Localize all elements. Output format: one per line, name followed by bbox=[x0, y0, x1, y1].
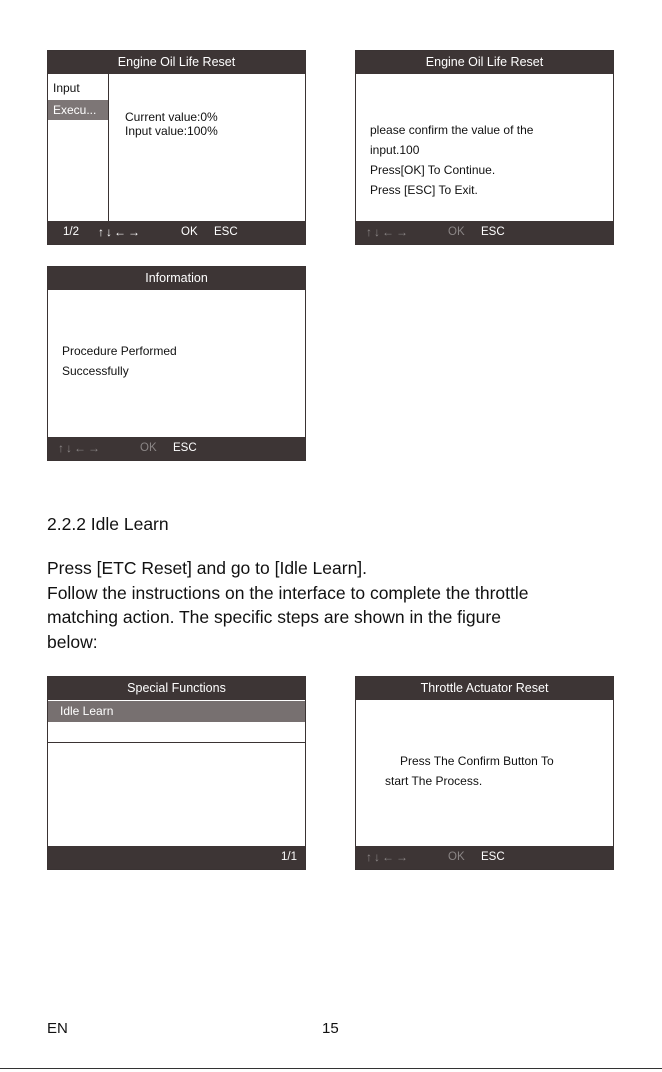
special-functions-screen bbox=[47, 676, 306, 870]
paragraph-line: below: bbox=[47, 631, 98, 652]
screen-title: Throttle Actuator Reset bbox=[356, 677, 613, 700]
oil-reset-confirm-screen bbox=[355, 50, 614, 245]
ok-key[interactable]: OK bbox=[181, 226, 198, 238]
page-indicator: 1/1 bbox=[281, 851, 297, 863]
esc-key[interactable]: ESC bbox=[214, 226, 238, 238]
screen-body bbox=[48, 290, 305, 437]
screen-body bbox=[356, 74, 613, 221]
arrow-keys-icon: ↑↓←→ bbox=[58, 441, 102, 455]
page-indicator: 1/2 bbox=[63, 226, 79, 238]
arrow-keys-icon: ↑↓←→ bbox=[98, 225, 142, 239]
screen-footer bbox=[48, 846, 305, 869]
side-item-execute[interactable]: Execu... bbox=[48, 100, 108, 120]
info-line-2: Successfully bbox=[62, 364, 129, 378]
paragraph-line: Press [ETC Reset] and go to [Idle Learn]. bbox=[47, 558, 368, 578]
section-heading: 2.2.2 Idle Learn bbox=[47, 514, 169, 534]
arrow-keys-icon: ↑↓←→ bbox=[366, 850, 410, 864]
screen-footer bbox=[48, 437, 305, 460]
screen-title: Information bbox=[48, 267, 305, 290]
footer-language: EN bbox=[47, 1020, 68, 1037]
footer-page-number: 15 bbox=[322, 1020, 339, 1037]
screen-footer bbox=[356, 221, 613, 244]
throttle-reset-screen bbox=[355, 676, 614, 870]
side-menu bbox=[48, 74, 109, 221]
confirm-line-4: Press [ESC] To Exit. bbox=[370, 183, 478, 197]
ok-key[interactable]: OK bbox=[448, 226, 465, 238]
menu-item-idle-learn[interactable]: Idle Learn bbox=[48, 701, 305, 722]
esc-key[interactable]: ESC bbox=[481, 226, 505, 238]
input-value-text: Input value:100% bbox=[125, 124, 218, 138]
esc-key[interactable]: ESC bbox=[173, 442, 197, 454]
ok-key[interactable]: OK bbox=[140, 442, 157, 454]
confirm-line-1: please confirm the value of the bbox=[370, 123, 534, 137]
menu-item-empty bbox=[48, 722, 305, 743]
paragraph-line: matching action. The specific steps are shown in the figure bbox=[47, 607, 501, 627]
info-line-1: Procedure Performed bbox=[62, 344, 177, 358]
screen-title: Engine Oil Life Reset bbox=[356, 51, 613, 74]
current-value-text: Current value:0% bbox=[125, 110, 218, 124]
oil-reset-menu-screen bbox=[47, 50, 306, 245]
throttle-line-2: start The Process. bbox=[385, 774, 483, 788]
throttle-line-1: Press The Confirm Button To bbox=[400, 754, 554, 768]
confirm-line-3: Press[OK] To Continue. bbox=[370, 163, 496, 177]
ok-key[interactable]: OK bbox=[448, 851, 465, 863]
screen-title: Special Functions bbox=[48, 677, 305, 700]
screen-title: Engine Oil Life Reset bbox=[48, 51, 305, 74]
paragraph-line: Follow the instructions on the interface to complete the throttle bbox=[47, 582, 529, 603]
side-item-input[interactable]: Input bbox=[53, 81, 80, 95]
screen-body bbox=[48, 700, 305, 846]
screen-body bbox=[356, 700, 613, 846]
footer-rule bbox=[0, 1068, 662, 1069]
confirm-line-2: input.100 bbox=[370, 143, 420, 157]
screen-body bbox=[48, 74, 305, 221]
section-paragraph bbox=[47, 556, 627, 654]
screen-footer bbox=[356, 846, 613, 869]
information-screen bbox=[47, 266, 306, 461]
screen-footer bbox=[48, 221, 305, 244]
arrow-keys-icon: ↑↓←→ bbox=[366, 225, 410, 239]
esc-key[interactable]: ESC bbox=[481, 851, 505, 863]
